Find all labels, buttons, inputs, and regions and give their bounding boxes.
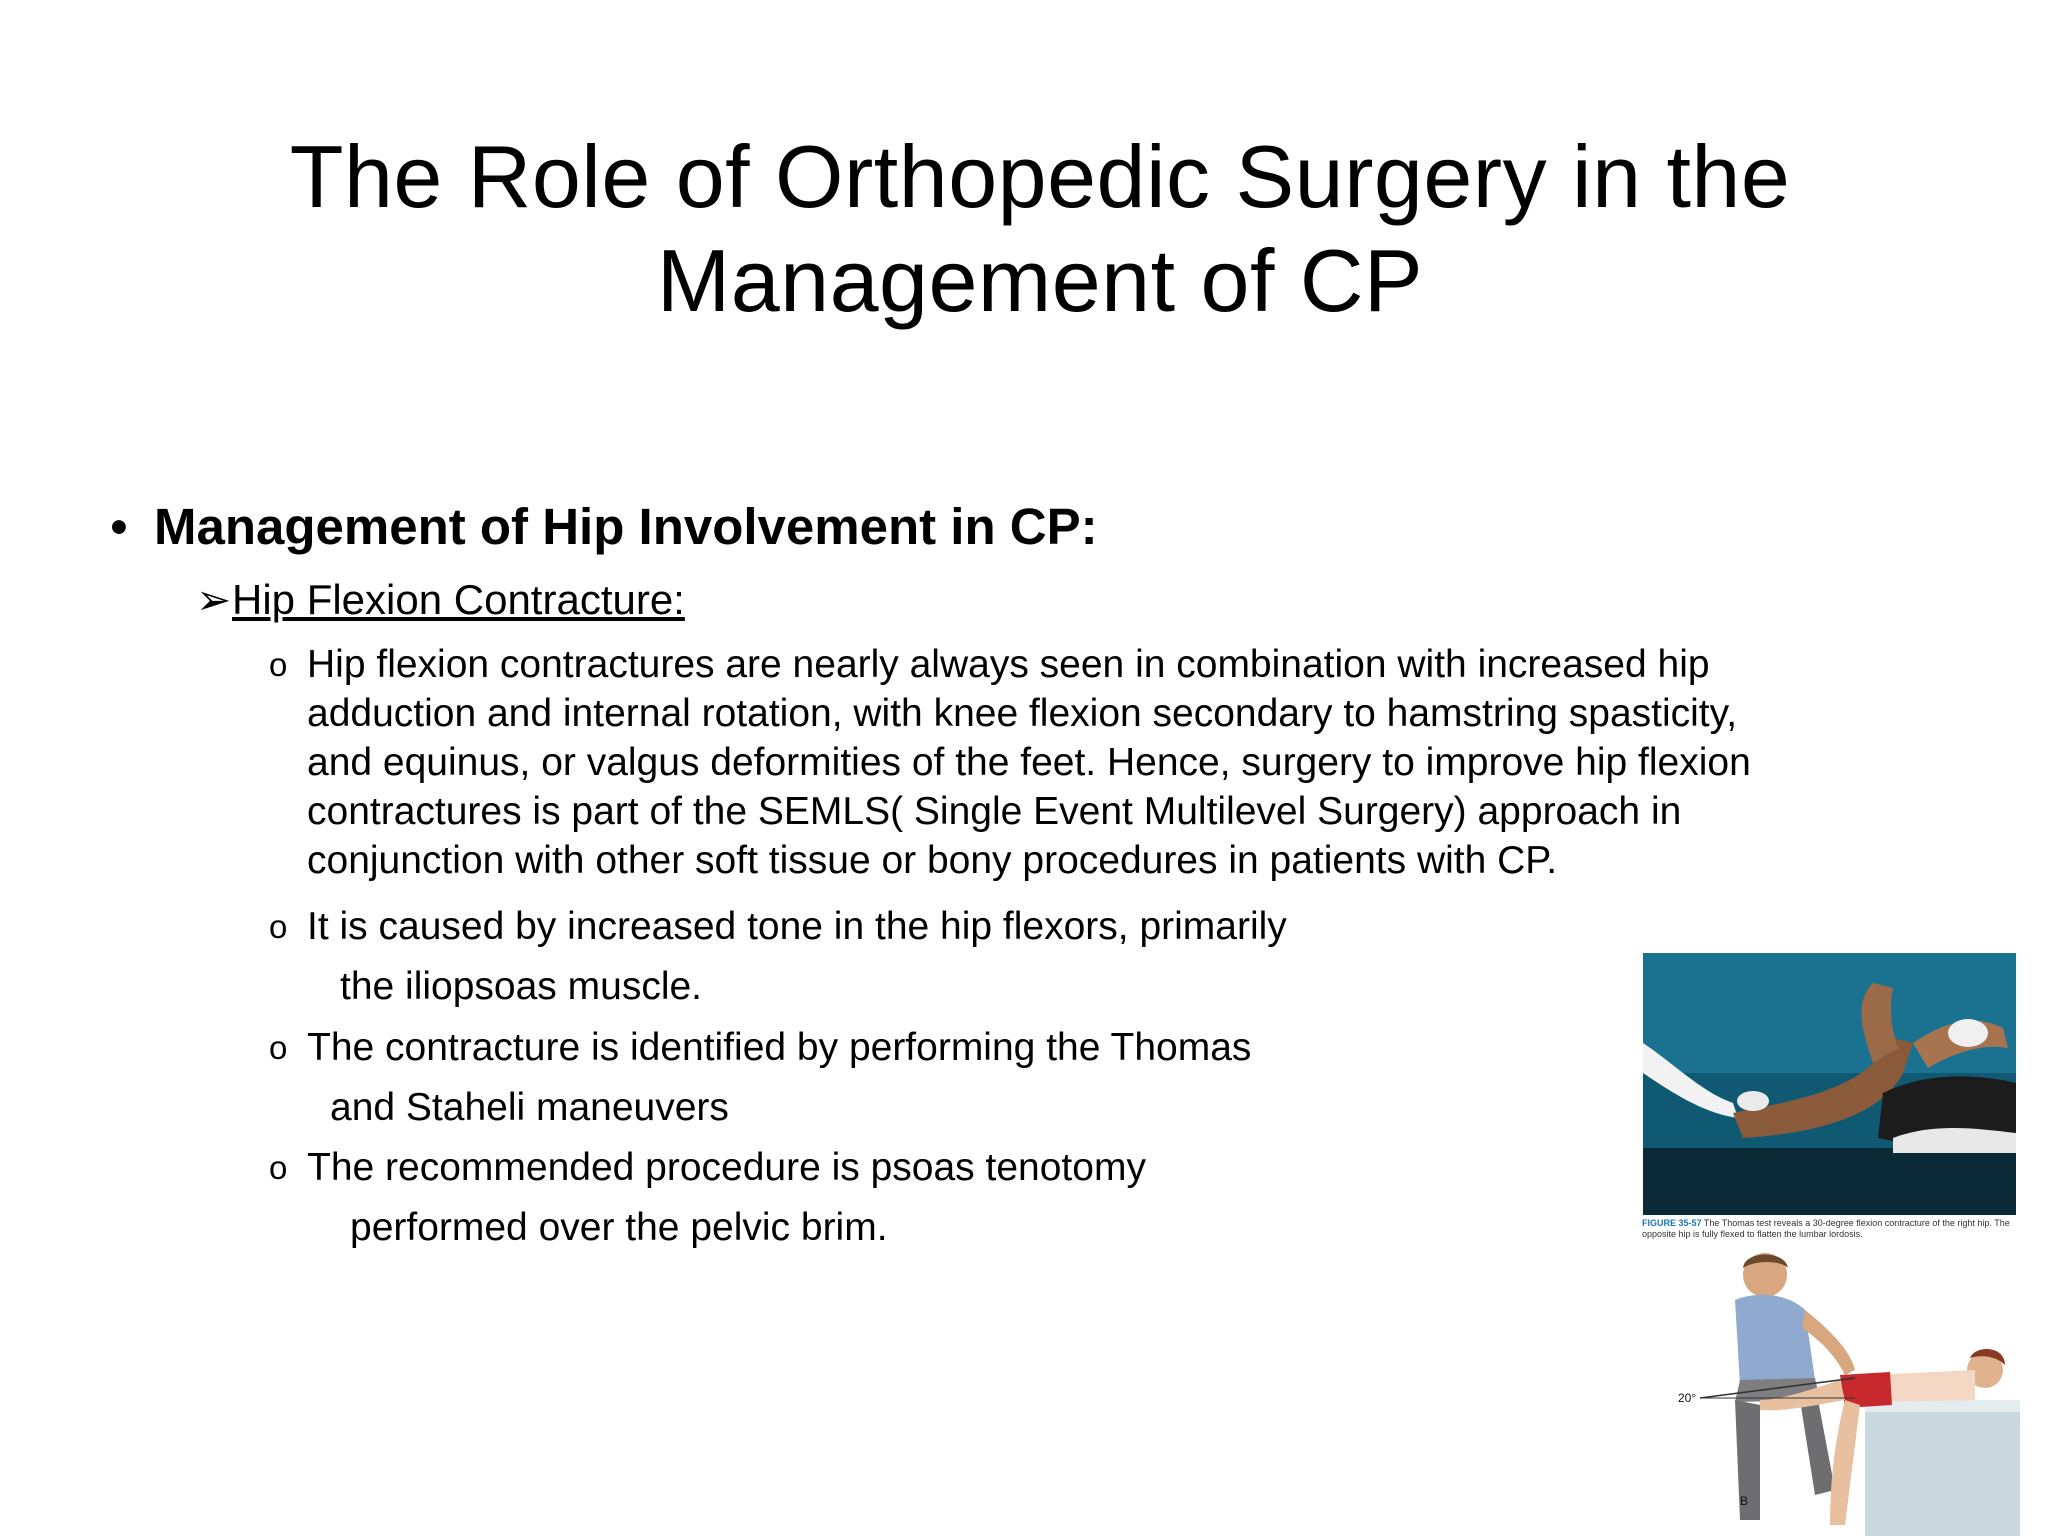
point-1-line-4: contractures is part of the SEMLS( Single Event Multilevel Surgery) approach in (307, 790, 1682, 833)
circle-bullet-icon: o (269, 908, 288, 945)
bullet-dot-icon: • (110, 498, 128, 555)
slide-title-line-1: The Role of Orthopedic Surgery in the (289, 127, 1791, 226)
point-3-line-2: and Staheli maneuvers (330, 1086, 729, 1129)
slide-title-line-2: Management of CP (656, 231, 1424, 330)
angle-label: 20° (1678, 1391, 1697, 1405)
figure-caption-label: FIGURE 35-57 (1642, 1218, 1702, 1228)
point-2-line-1: It is caused by increased tone in the hip flexors, primarily (307, 905, 1287, 948)
point-1-line-2: adduction and internal rotation, with knee flexion secondary to hamstring spasticity, (307, 692, 1738, 735)
figure-caption (1642, 1218, 2018, 1240)
circle-bullet-icon: o (269, 1149, 288, 1186)
point-4 (269, 1138, 1146, 1258)
thomas-test-illustration (1640, 1250, 2020, 1536)
point-1-line-3: and equinus, or valgus deformities of the feet. Hence, surgery to improve hip flexion (307, 741, 1751, 784)
slide-title (170, 125, 1910, 333)
circle-bullet-icon: o (269, 646, 288, 683)
arrow-bullet-icon: ➢ (196, 576, 232, 623)
main-heading: Management of Hip Involvement in CP: (154, 498, 1098, 555)
point-1-line-1: Hip flexion contractures are nearly always seen in combination with increased hip (307, 643, 1710, 686)
point-3-line-1: The contracture is identified by performing the Thomas (307, 1026, 1252, 1069)
point-2 (269, 897, 1287, 1017)
thomas-test-photo (1643, 953, 2016, 1215)
point-1 (269, 640, 1751, 885)
point-4-line-1: The recommended procedure is psoas tenotomy (307, 1146, 1146, 1189)
figure-caption-text: The Thomas test reveals a 30-degree flexion contracture of the right hip. The opposite hip is fully flexed to flatten the lumbar lordosis. (1642, 1218, 2010, 1239)
point-2-line-2: the iliopsoas muscle. (340, 965, 703, 1008)
point-1-line-5: conjunction with other soft tissue or bony procedures in patients with CP. (307, 839, 1558, 882)
sub-bullet (196, 575, 685, 624)
sub-heading: Hip Flexion Contracture: (232, 576, 685, 623)
panel-label: B (1740, 1494, 1749, 1508)
point-3 (269, 1018, 1252, 1138)
point-4-line-2: performed over the pelvic brim. (350, 1206, 888, 1249)
thomas-test-figure (1640, 950, 2020, 1536)
circle-bullet-icon: o (269, 1029, 288, 1066)
